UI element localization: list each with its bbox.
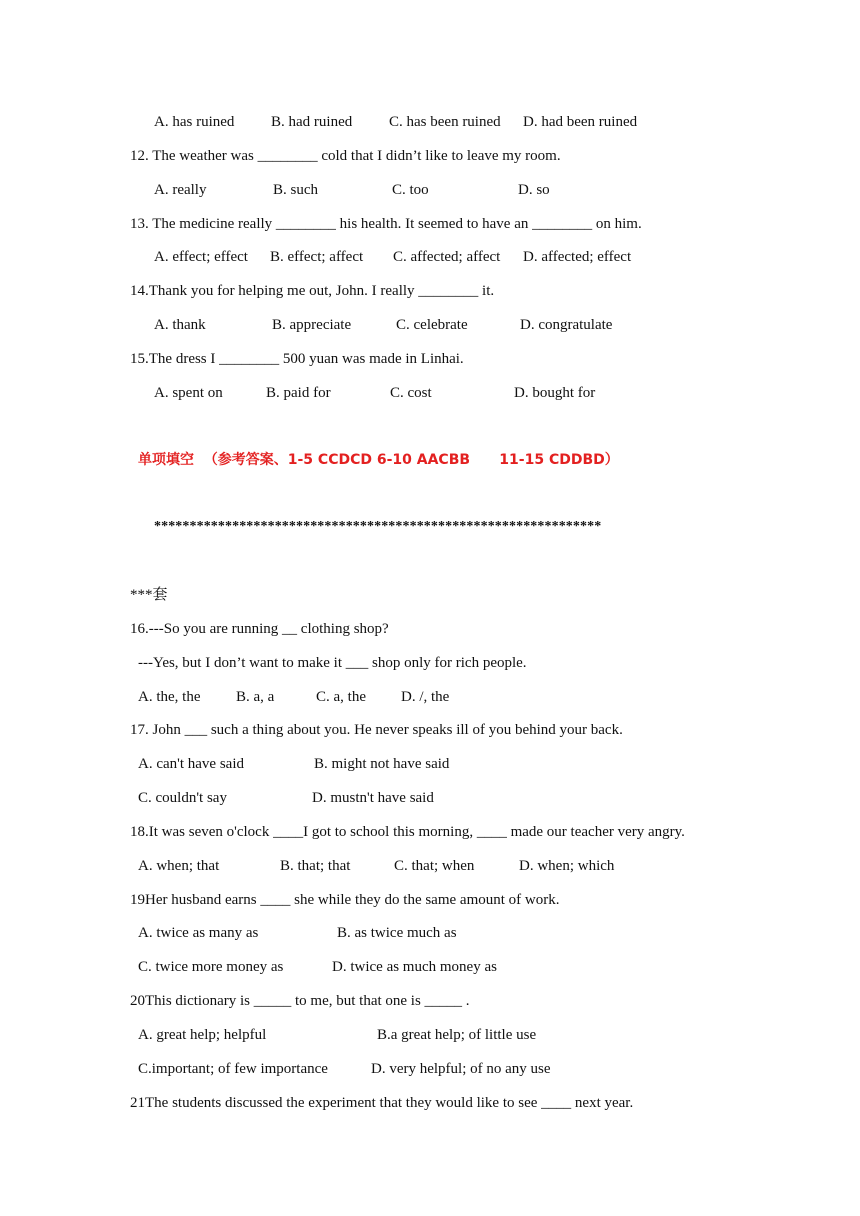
q15-stem: 15.The dress I ________ 500 yuan was made in Linhai. — [130, 351, 464, 367]
q16-stem: 16.---So you are running __ clothing shop? — [130, 621, 389, 637]
q11-option-d: D. had been ruined — [523, 114, 638, 130]
q17-option-a: A. can't have said — [138, 756, 244, 772]
q21-stem: 21The students discussed the experiment that they would like to see ____ next year. — [130, 1095, 634, 1111]
q17-option-b: B. might not have said — [314, 756, 450, 772]
q20-option-b: B.a great help; of little use — [377, 1027, 537, 1043]
q15-option-b: B. paid for — [266, 385, 331, 401]
q13-option-c: C. affected; affect — [393, 249, 501, 265]
q16-option-a: A. the, the — [138, 689, 201, 705]
set-title: ***套 — [130, 587, 168, 603]
q14-option-a: A. thank — [154, 317, 206, 333]
q12-option-d: D. so — [518, 182, 550, 198]
q13-stem: 13. The medicine really ________ his health. It seemed to have an ________ on him. — [130, 216, 642, 232]
q18-option-d: D. when; which — [519, 858, 615, 874]
q16-option-c: C. a, the — [316, 689, 366, 705]
q20-stem: 20This dictionary is _____ to me, but that one is _____ . — [130, 993, 470, 1009]
q20-option-c: C.important; of few importance — [138, 1061, 328, 1077]
q18-option-c: C. that; when — [394, 858, 475, 874]
q16-option-d: D. /, the — [401, 689, 450, 705]
q13-option-d: D. affected; effect — [523, 249, 632, 265]
q12-option-a: A. really — [154, 182, 207, 198]
q20-option-a: A. great help; helpful — [138, 1027, 267, 1043]
q12-stem: 12. The weather was ________ cold that I didn’t like to leave my room. — [130, 148, 561, 164]
q16-option-b: B. a, a — [236, 689, 275, 705]
q17-stem: 17. John ___ such a thing about you. He never speaks ill of you behind your back. — [130, 722, 623, 738]
q17-option-c: C. couldn't say — [138, 790, 227, 806]
q11-option-b: B. had ruined — [271, 114, 353, 130]
q15-option-a: A. spent on — [154, 385, 223, 401]
q11-option-c: C. has been ruined — [389, 114, 501, 130]
q14-stem: 14.Thank you for helping me out, John. I really ________ it. — [130, 283, 495, 299]
q12-option-b: B. such — [273, 182, 318, 198]
q18-option-a: A. when; that — [138, 858, 220, 874]
q13-option-a: A. effect; effect — [154, 249, 248, 265]
q15-option-d: D. bought for — [514, 385, 596, 401]
q15-option-c: C. cost — [390, 385, 432, 401]
q14-option-c: C. celebrate — [396, 317, 468, 333]
q19-option-a: A. twice as many as — [138, 925, 259, 941]
q11-option-a: A. has ruined — [154, 114, 235, 130]
q19-option-d: D. twice as much money as — [332, 959, 497, 975]
q14-option-d: D. congratulate — [520, 317, 613, 333]
q13-option-b: B. effect; affect — [270, 249, 364, 265]
q17-option-d: D. mustn't have said — [312, 790, 434, 806]
q20-option-d: D. very helpful; of no any use — [371, 1061, 551, 1077]
q19-option-b: B. as twice much as — [337, 925, 457, 941]
q12-option-c: C. too — [392, 182, 429, 198]
q18-stem: 18.It was seven o'clock ____I got to school this morning, ____ made our teacher very angry. — [130, 824, 685, 840]
separator-line: *************************************************************** — [154, 519, 602, 534]
q14-option-b: B. appreciate — [272, 317, 352, 333]
q18-option-b: B. that; that — [280, 858, 351, 874]
answer-key: 单项填空 （参考答案、1-5 CCDCD 6-10 AACBB 11-15 CDDBD） — [138, 452, 619, 468]
q19-stem: 19Her husband earns ____ she while they do the same amount of work. — [130, 892, 560, 908]
q19-option-c: C. twice more money as — [138, 959, 284, 975]
q16-stem-reply: ---Yes, but I don’t want to make it ___ shop only for rich people. — [138, 655, 527, 671]
